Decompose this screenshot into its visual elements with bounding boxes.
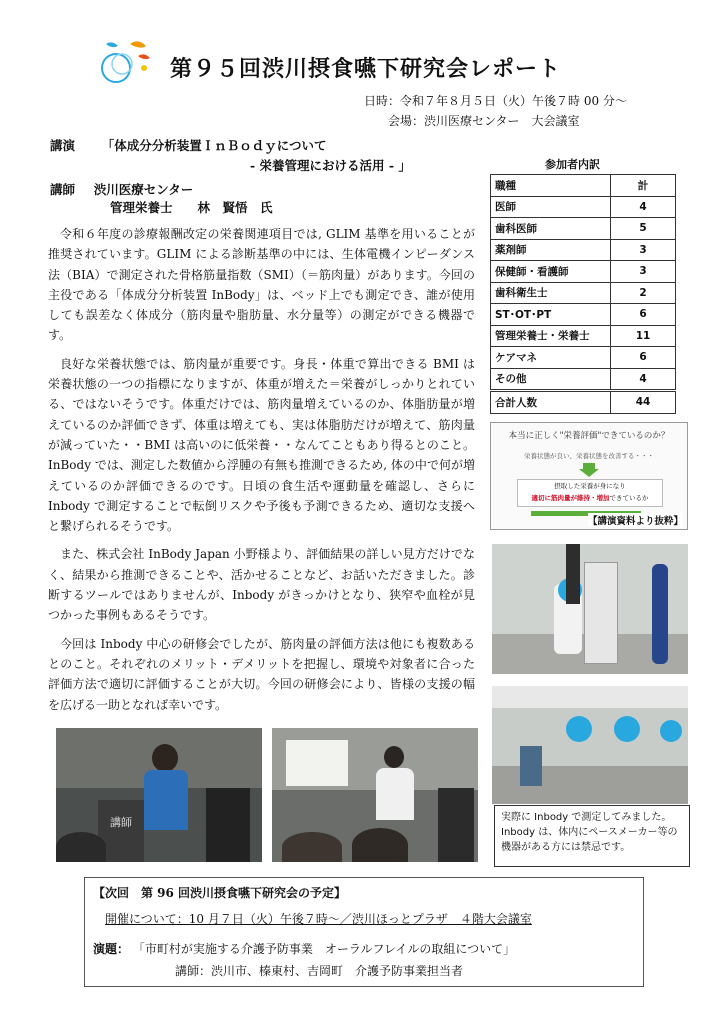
next-meeting-box bbox=[84, 877, 644, 987]
row-count: 6 bbox=[611, 347, 676, 369]
total-count: 44 bbox=[611, 391, 676, 414]
lecture-title: 「体成分分析装置ＩｎＢｏｄｙについて bbox=[101, 138, 327, 153]
row-role: ケアマネ bbox=[491, 347, 611, 369]
slide-highlight-box bbox=[517, 479, 663, 507]
table-row bbox=[491, 325, 676, 347]
photo-lecture-1 bbox=[56, 728, 262, 862]
participants-caption: 参加者内訳 bbox=[545, 158, 600, 171]
lecturer-name: 管理栄養士 林 賢悟 氏 bbox=[110, 200, 273, 215]
row-role: 管理栄養士・栄養士 bbox=[491, 325, 611, 347]
row-count: 2 bbox=[611, 282, 676, 304]
photo-lecture-2 bbox=[272, 728, 478, 862]
lecturer-label: 講師 bbox=[50, 182, 76, 197]
row-role: 保健師・看護師 bbox=[491, 261, 611, 283]
photo-caption bbox=[494, 805, 690, 867]
row-count: 3 bbox=[611, 239, 676, 261]
row-role: 歯科医師 bbox=[491, 218, 611, 240]
article-body bbox=[48, 224, 475, 715]
photo-measurement-1 bbox=[492, 544, 688, 674]
table-header-count: 計 bbox=[611, 175, 676, 197]
lecture-heading bbox=[50, 136, 327, 154]
row-role: その他 bbox=[491, 368, 611, 391]
row-count: 4 bbox=[611, 368, 676, 391]
row-role: 歯科衛生士 bbox=[491, 282, 611, 304]
table-header-row bbox=[491, 175, 676, 197]
event-datetime: 日時：令和７年８月５日（火）午後７時 00 分～ bbox=[364, 94, 627, 108]
page-title: 第９５回渋川摂食嚥下研究会レポート bbox=[170, 57, 562, 82]
topic-text: 「市町村が実施する介護予防事業 オーラルフレイルの取組について」 bbox=[132, 942, 516, 956]
paragraph-2: 良好な栄養状態では、筋肉量が重要です。身長・体重で算出できる BMI は栄養状態の一つの指標になりますが、体重が増えた＝栄養がしっかりとれている、ではないそうです。体重だけでは、筋肉量増えているのか、体脂肪量が増えているのか評価できず、体重は増えても、実は体脂肪だけが増えて、筋肉量が減っていた・・BMI は高いのに低栄養・・なんてこともあり得るとのこと。InBody では、測定した数値から浮腫の有無も推測できるため, 体の中で何が増えているのか評価できるのです。日頃の食生活や運動量を確認し、さらに Inbody で測定することで転倒リスクや予後も予測できるため、適切な支援へと繋げられるそうです。 bbox=[48, 356, 475, 534]
lecturer-line bbox=[50, 180, 193, 198]
row-role: 薬剤師 bbox=[491, 239, 611, 261]
paragraph-4: 今回は Inbody 中心の研修会でしたが、筋肉量の評価方法は他にも複数あるとのこと。それぞれのメリット・デメリットを把握し、環境や対象者に合った評価方法で適切に評価することが大切。今回の研修会により、皆様の支援の幅を広げる一助となれば幸いです。 bbox=[48, 636, 475, 712]
row-role: 医師 bbox=[491, 196, 611, 218]
next-meeting-speakers: 講師：渋川市、榛東村、吉岡町 介護予防事業担当者 bbox=[175, 964, 464, 978]
next-meeting-topic bbox=[93, 940, 515, 957]
paragraph-1: 令和６年度の診療報酬改定の栄養関連項目では, GLIM 基準を用いることが推奨されています。GLIM による診断基準の中には、生体電機インピーダンス法（BIA）で測定された骨格筋量指数（SMI）（＝筋肉量）があります。今回の主役である「体成分分析装置 InBody」は、ベッド上でも測定でき、誰が使用しても誤差なく体成分（筋肉量や脂肪量、水分量等）の測定ができる機器です。 bbox=[48, 227, 475, 343]
photo-measurement-2 bbox=[492, 686, 688, 804]
lecture-label: 講演 bbox=[50, 138, 76, 153]
slide-line-2: 摂取した栄養が身になり bbox=[554, 482, 626, 490]
row-count: 4 bbox=[611, 196, 676, 218]
caption-line-1: 実際に Inbody で測定してみました。 bbox=[501, 812, 672, 823]
table-row bbox=[491, 368, 676, 391]
logo-icon bbox=[94, 34, 156, 90]
table-row bbox=[491, 218, 676, 240]
row-count: 6 bbox=[611, 304, 676, 326]
total-role: 合計人数 bbox=[491, 391, 611, 414]
table-header-role: 職種 bbox=[491, 175, 611, 197]
next-meeting-schedule: 開催について：10 月７日（火）午後７時～／渋川ほっとプラザ ４階大会議室 bbox=[105, 912, 532, 926]
row-role: ST･OT･PT bbox=[491, 304, 611, 326]
table-total-row bbox=[491, 391, 676, 414]
topic-label: 演題： bbox=[93, 942, 130, 956]
slide-question: 本当に正しく"栄養評価"できているのか？ bbox=[508, 431, 670, 441]
table-row bbox=[491, 282, 676, 304]
paragraph-3: また、株式会社 InBody Japan 小野様より、評価結果の詳しい見方だけでなく、結果から推測できることや、活かせることなど、お話いただきました。診断するツールではありませんが、Inbody がきっかけとなり、狭窄や血栓が見つかった事例もあるそうです。 bbox=[48, 547, 475, 623]
down-arrow-icon bbox=[579, 463, 599, 477]
table-row bbox=[491, 239, 676, 261]
table-row bbox=[491, 304, 676, 326]
face-blur-icon bbox=[660, 720, 682, 742]
next-meeting-heading: 【次回 第 96 回渋川摂食嚥下研究会の予定】 bbox=[93, 886, 347, 900]
caption-line-3: 機器がある方には禁忌です。 bbox=[501, 842, 631, 853]
row-count: 11 bbox=[611, 325, 676, 347]
slide-line-3-red: 適切に筋肉量が維持・増加 bbox=[531, 494, 610, 502]
slide-excerpt bbox=[490, 422, 688, 530]
participants-table bbox=[490, 174, 676, 414]
table-row bbox=[491, 347, 676, 369]
slide-line-1: 栄養状態が良い、栄養状態を改善する・・・ bbox=[524, 452, 654, 460]
event-venue: 会場：渋川医療センター 大会議室 bbox=[388, 114, 580, 128]
caption-line-2: Inbody は、体内にペースメーカー等の bbox=[501, 827, 678, 838]
face-blur-icon bbox=[566, 716, 592, 742]
podium-label: 講師 bbox=[110, 816, 132, 829]
row-count: 3 bbox=[611, 261, 676, 283]
slide-line-3 bbox=[518, 492, 662, 504]
lecturer-org: 渋川医療センター bbox=[93, 182, 194, 197]
slide-source: 【講演資料より抜粋】 bbox=[588, 513, 683, 527]
table-row bbox=[491, 196, 676, 218]
lecture-subtitle: - 栄養管理における活用 - 」 bbox=[250, 158, 411, 173]
row-count: 5 bbox=[611, 218, 676, 240]
slide-line-3-rest: できているか bbox=[609, 494, 649, 502]
table-row bbox=[491, 261, 676, 283]
face-blur-icon bbox=[614, 716, 640, 742]
